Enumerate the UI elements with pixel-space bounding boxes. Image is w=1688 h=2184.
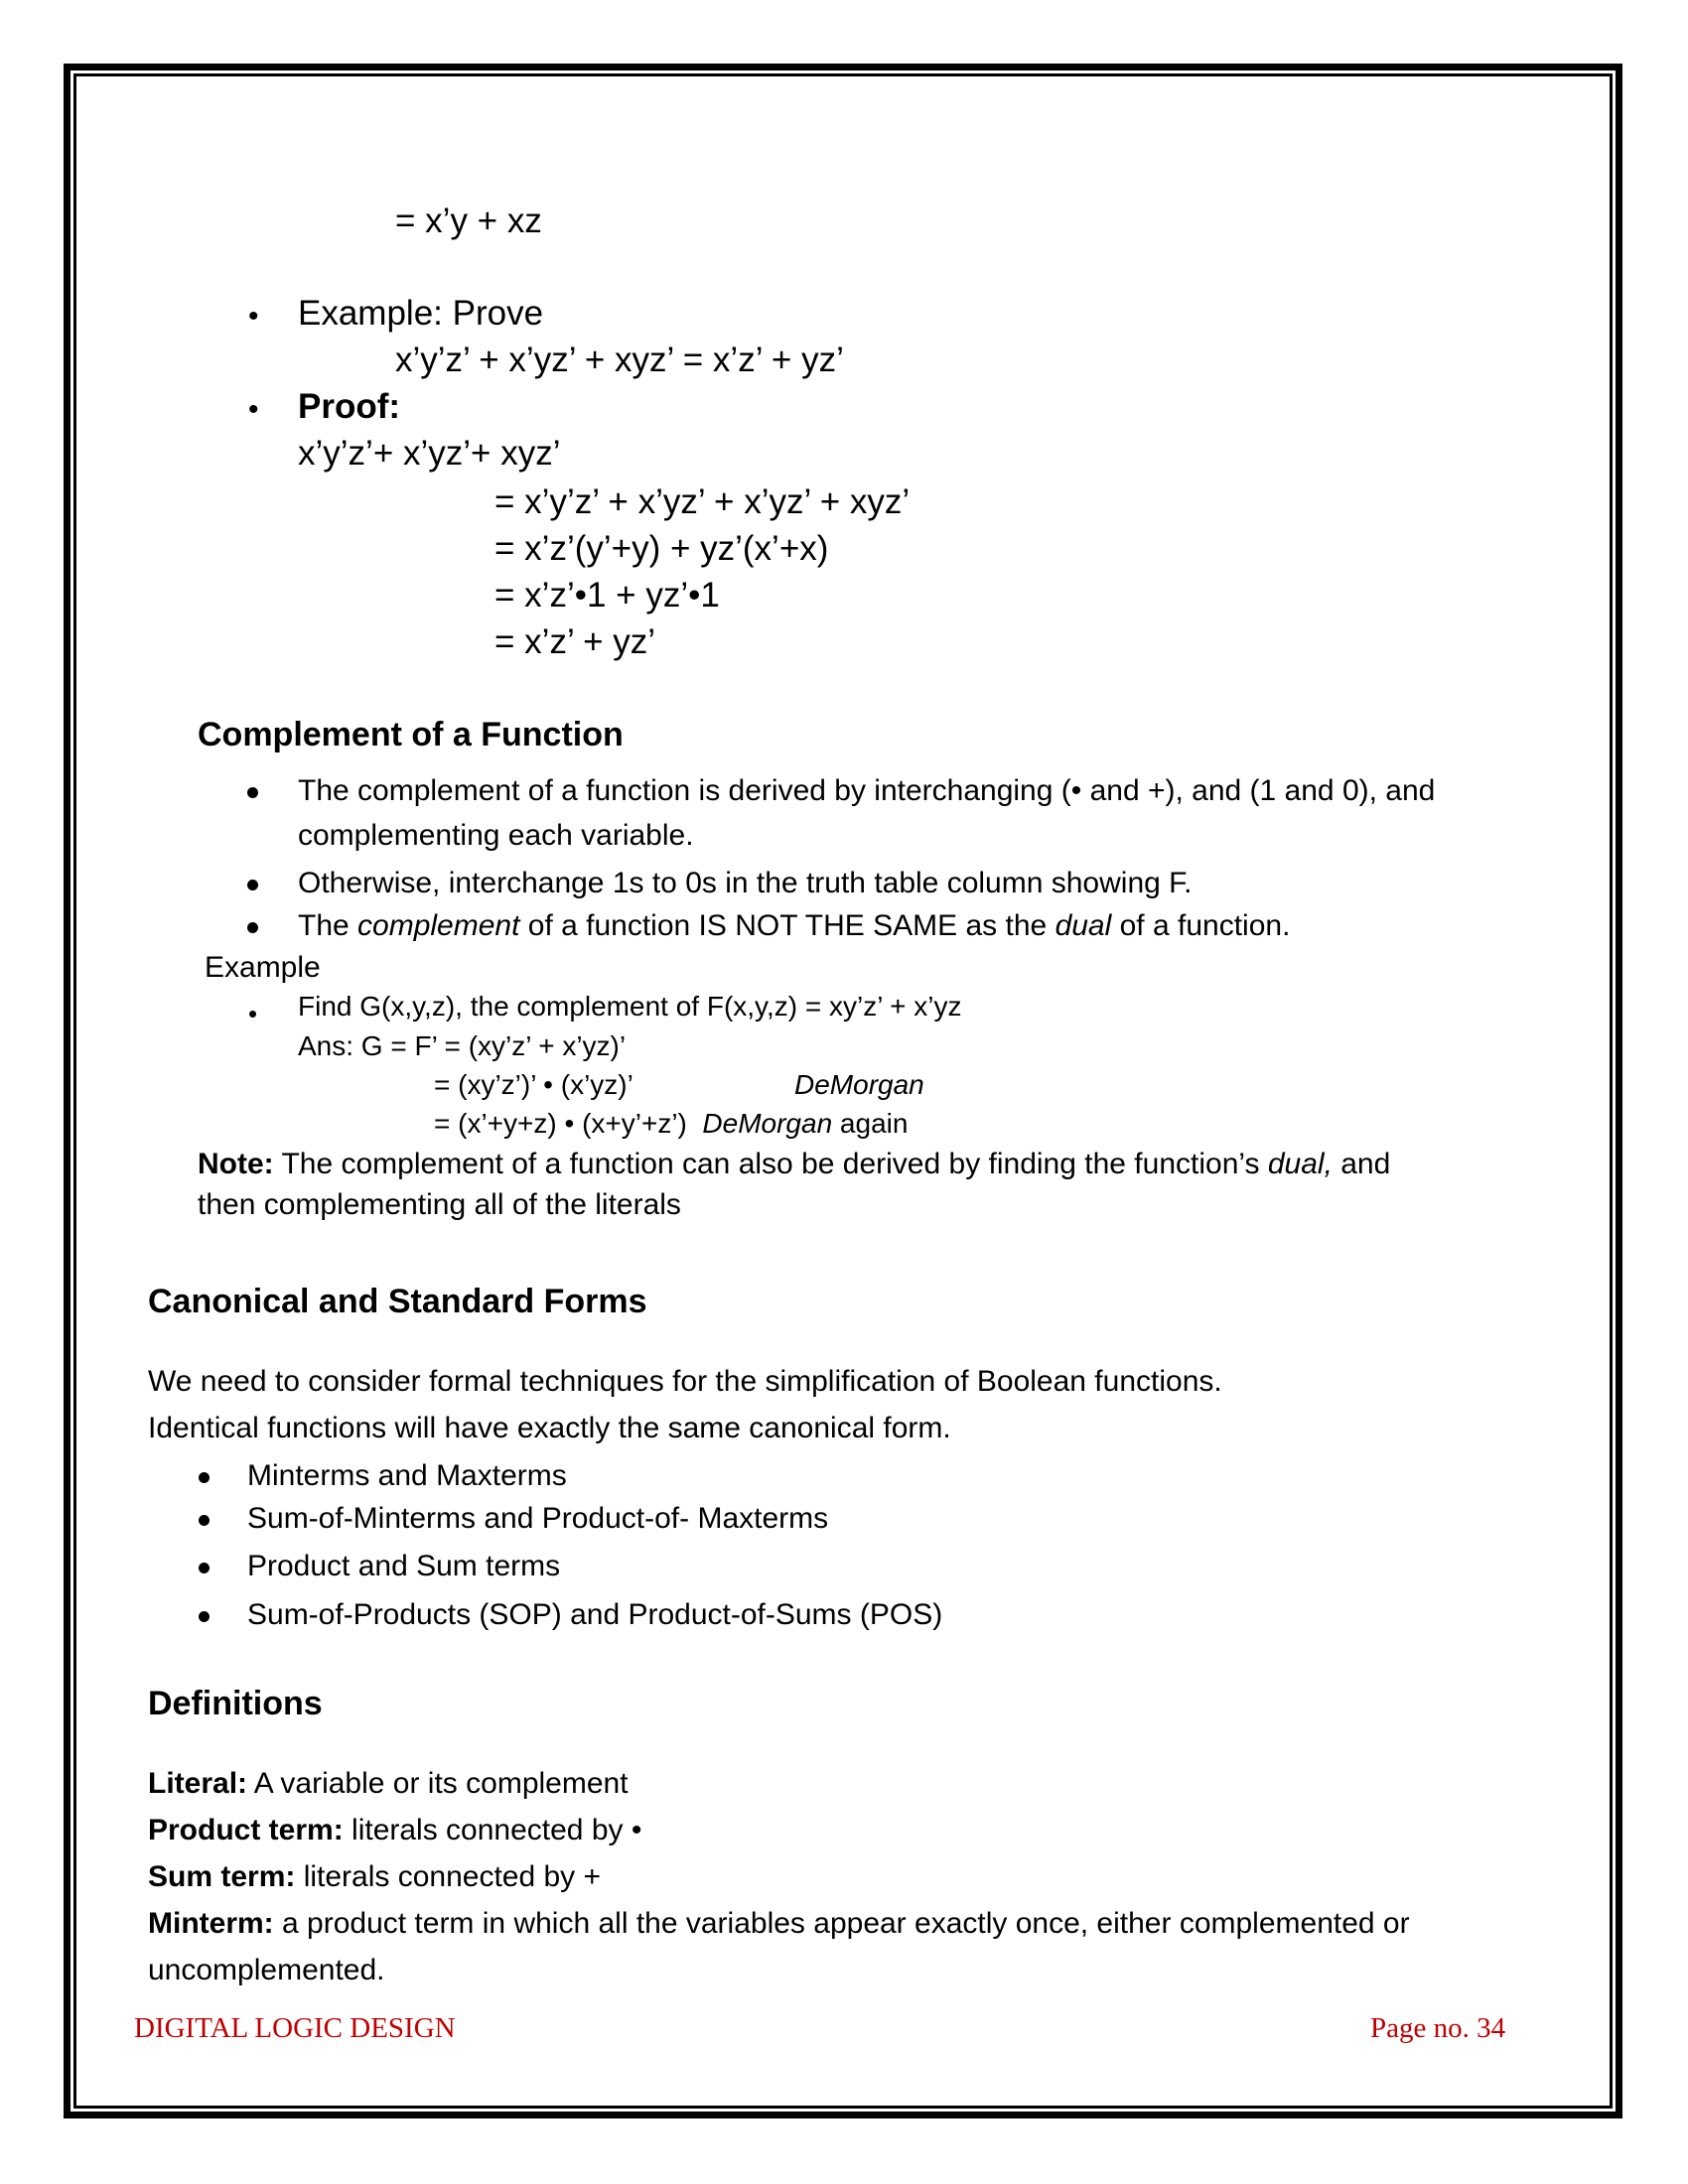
complement-bullet-3: The complement of a function IS NOT THE SAME as the dual of a function. xyxy=(298,909,1291,942)
answer-step-1-note: DeMorgan xyxy=(794,1069,924,1100)
definition-minterm: Minterm: a product term in which all the variables appear exactly once, either complemented or xyxy=(148,1907,1410,1940)
example-equation: x’y’z’ + x’yz’ + xyz’ = x’z’ + yz’ xyxy=(395,341,844,379)
canonical-item: Minterms and Maxterms xyxy=(247,1459,567,1492)
answer-line: Ans: G = F’ = (xy’z’ + x’yz)’ xyxy=(298,1030,627,1061)
complement-bullet-1: The complement of a function is derived by interchanging (• and +), and (1 and 0), and xyxy=(298,774,1436,807)
note-line-2: then complementing all of the literals xyxy=(198,1188,681,1221)
answer-step-2: = (x’+y+z) • (x+y’+z’) DeMorgan again xyxy=(434,1108,909,1139)
definition-product-term: Product term: literals connected by • xyxy=(148,1814,642,1846)
bullet xyxy=(199,1472,210,1483)
complement-heading: Complement of a Function xyxy=(198,716,624,753)
bullet xyxy=(199,1515,210,1526)
proof-label: Proof: xyxy=(298,387,401,426)
find-complement: Find G(x,y,z), the complement of F(x,y,z) = xy’z’ + x’yz xyxy=(298,991,962,1022)
canonical-heading: Canonical and Standard Forms xyxy=(148,1283,647,1320)
proof-step: = x’z’(y’+y) + yz’(x’+x) xyxy=(494,529,829,568)
bullet xyxy=(199,1563,210,1573)
bullet xyxy=(247,922,258,933)
note-line-1: Note: The complement of a function can also be derived by finding the function’s dual, and xyxy=(198,1148,1391,1180)
definition-minterm-cont: uncomplemented. xyxy=(148,1954,385,1986)
definition-sum-term: Sum term: literals connected by + xyxy=(148,1860,602,1893)
proof-step: = x’y’z’ + x’yz’ + x’yz’ + xyz’ xyxy=(494,482,911,521)
page-number: Page no. 34 xyxy=(1370,2012,1506,2044)
bullet: • xyxy=(248,393,259,426)
definitions-heading: Definitions xyxy=(148,1685,323,1722)
proof-line-end: = x’y + xz xyxy=(395,202,542,240)
bullet xyxy=(199,1611,210,1622)
bullet: • xyxy=(248,999,258,1028)
bullet xyxy=(247,880,258,890)
complement-bullet-2: Otherwise, interchange 1s to 0s in the truth table column showing F. xyxy=(298,867,1193,899)
canonical-item: Sum-of-Products (SOP) and Product-of-Sums (POS) xyxy=(247,1598,943,1631)
proof-start: x’y’z’+ x’yz’+ xyz’ xyxy=(298,434,561,473)
canonical-item: Product and Sum terms xyxy=(247,1550,561,1582)
canonical-item: Sum-of-Minterms and Product-of- Maxterms xyxy=(247,1502,829,1535)
footer-title: DIGITAL LOGIC DESIGN xyxy=(134,2012,456,2044)
example-label: Example: Prove xyxy=(298,294,544,333)
proof-step: = x’z’ + yz’ xyxy=(494,622,656,661)
complement-bullet-1-cont: complementing each variable. xyxy=(298,819,694,852)
answer-step-1: = (xy’z’)’ • (x’yz)’ xyxy=(434,1069,633,1100)
bullet xyxy=(247,787,258,798)
canonical-paragraph-1: We need to consider formal techniques for the simplification of Boolean functions. xyxy=(148,1365,1222,1398)
canonical-paragraph-2: Identical functions will have exactly the same canonical form. xyxy=(148,1412,951,1444)
definition-literal: Literal: A variable or its complement xyxy=(148,1767,629,1800)
example-heading: Example xyxy=(205,951,321,984)
proof-step: = x’z’•1 + yz’•1 xyxy=(494,576,720,614)
bullet: • xyxy=(248,300,259,333)
